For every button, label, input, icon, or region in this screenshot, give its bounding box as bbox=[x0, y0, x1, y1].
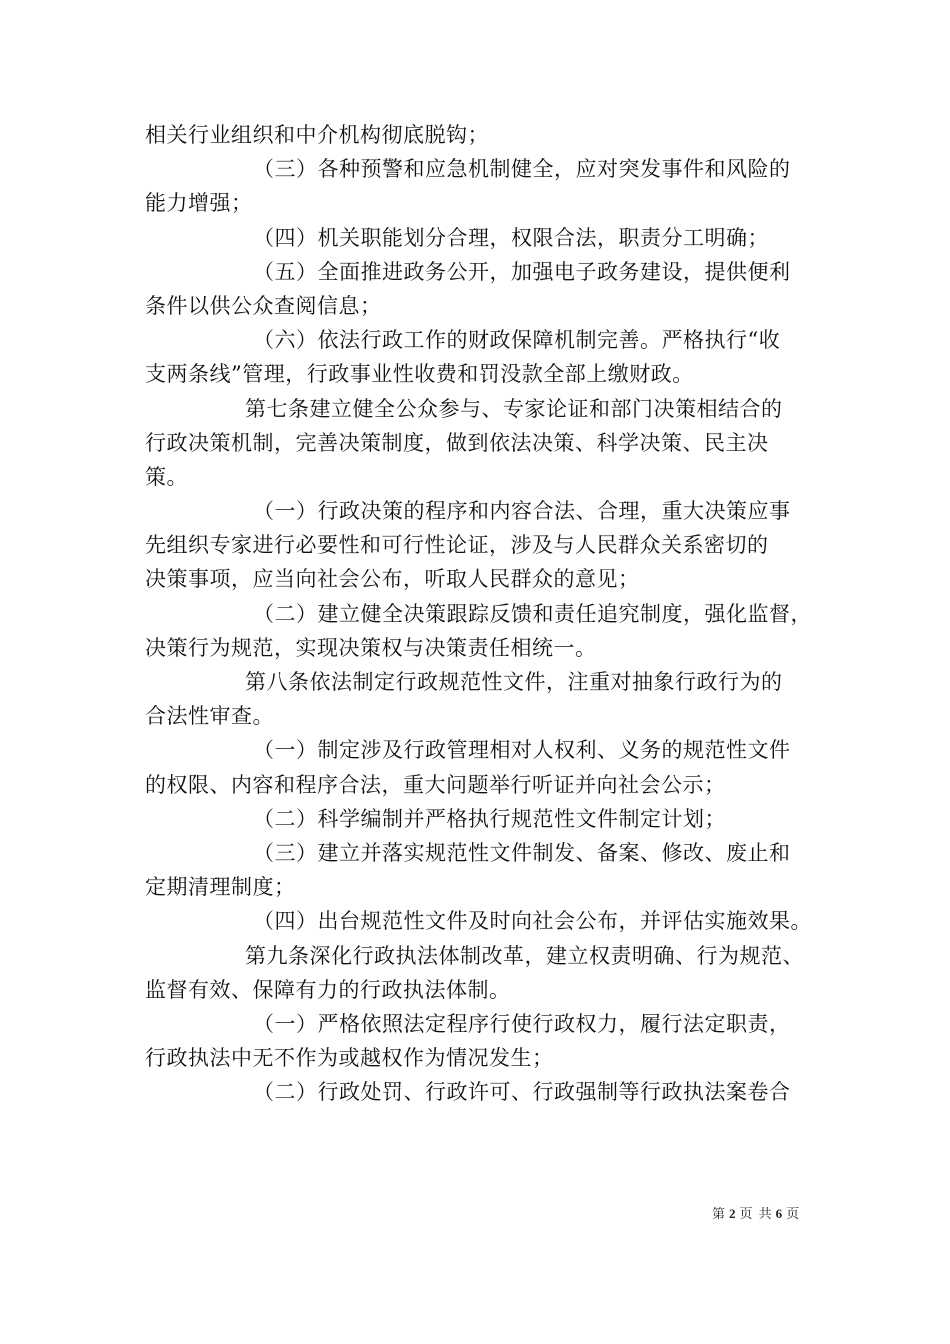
text-line: 行政执法中无不作为或越权作为情况发生； bbox=[145, 1046, 554, 1071]
text-line: 的权限、内容和程序合法，重大问题举行听证并向社会公示； bbox=[145, 772, 726, 797]
text-line: （三）建立并落实规范性文件制发、备案、修改、废止和 bbox=[253, 840, 791, 865]
text-line: （五）全面推进政务公开，加强电子政务建设，提供便利 bbox=[253, 259, 791, 284]
footer-middle: 页 共 bbox=[739, 1207, 773, 1222]
text-line: 支两条线”管理，行政事业性收费和罚没款全部上缴财政。 bbox=[145, 362, 694, 387]
text-line: （四）机关职能划分合理，权限合法，职责分工明确； bbox=[253, 225, 769, 250]
page-number-footer bbox=[712, 1203, 800, 1222]
text-line: （一）行政决策的程序和内容合法、合理，重大决策应事 bbox=[253, 499, 791, 524]
text-line: （二）科学编制并严格执行规范性文件制定计划； bbox=[253, 806, 726, 831]
footer-suffix: 页 bbox=[786, 1207, 801, 1222]
text-line: 决策事项，应当向社会公布，听取人民群众的意见； bbox=[145, 567, 640, 592]
current-page-number: 2 bbox=[729, 1206, 737, 1221]
text-line: 能力增强； bbox=[145, 191, 253, 216]
text-line: （二）建立健全决策跟踪反馈和责任追究制度，强化监督， bbox=[253, 601, 812, 626]
article-heading-line: 第九条深化行政执法体制改革，建立权责明确、行为规范、 bbox=[245, 943, 804, 968]
text-line: 相关行业组织和中介机构彻底脱钩； bbox=[145, 123, 489, 147]
document-body bbox=[145, 118, 825, 1109]
text-line: 定期清理制度； bbox=[145, 875, 296, 900]
text-line: 条件以供公众查阅信息； bbox=[145, 293, 382, 318]
text-line: （三）各种预警和应急机制健全，应对突发事件和风险的 bbox=[253, 157, 791, 182]
text-line: 策。 bbox=[145, 464, 188, 489]
text-line: 先组织专家进行必要性和可行性论证，涉及与人民群众关系密切的 bbox=[145, 533, 769, 558]
text-line: （二）行政处罚、行政许可、行政强制等行政执法案卷合 bbox=[253, 1080, 791, 1105]
text-line: 决策行为规范，实现决策权与决策责任相统一。 bbox=[145, 635, 597, 660]
text-line: （四）出台规范性文件及时向社会公布，并评估实施效果。 bbox=[253, 909, 812, 934]
article-heading-line: 第七条建立健全公众参与、专家论证和部门决策相结合的 bbox=[245, 396, 783, 421]
text-line: （一）严格依照法定程序行使行政权力，履行法定职责， bbox=[253, 1011, 791, 1036]
text-line: 监督有效、保障有力的行政执法体制。 bbox=[145, 977, 511, 1002]
text-line: （六）依法行政工作的财政保障机制完善。严格执行“收 bbox=[253, 328, 781, 353]
text-line: 行政决策机制，完善决策制度，做到依法决策、科学决策、民主决 bbox=[145, 430, 769, 455]
text-line: 合法性审查。 bbox=[145, 704, 274, 729]
total-page-count: 6 bbox=[775, 1206, 784, 1221]
article-heading-line: 第八条依法制定行政规范性文件，注重对抽象行政行为的 bbox=[245, 670, 783, 694]
text-line: （一）制定涉及行政管理相对人权利、义务的规范性文件 bbox=[253, 738, 791, 763]
footer-prefix: 第 bbox=[712, 1207, 727, 1222]
